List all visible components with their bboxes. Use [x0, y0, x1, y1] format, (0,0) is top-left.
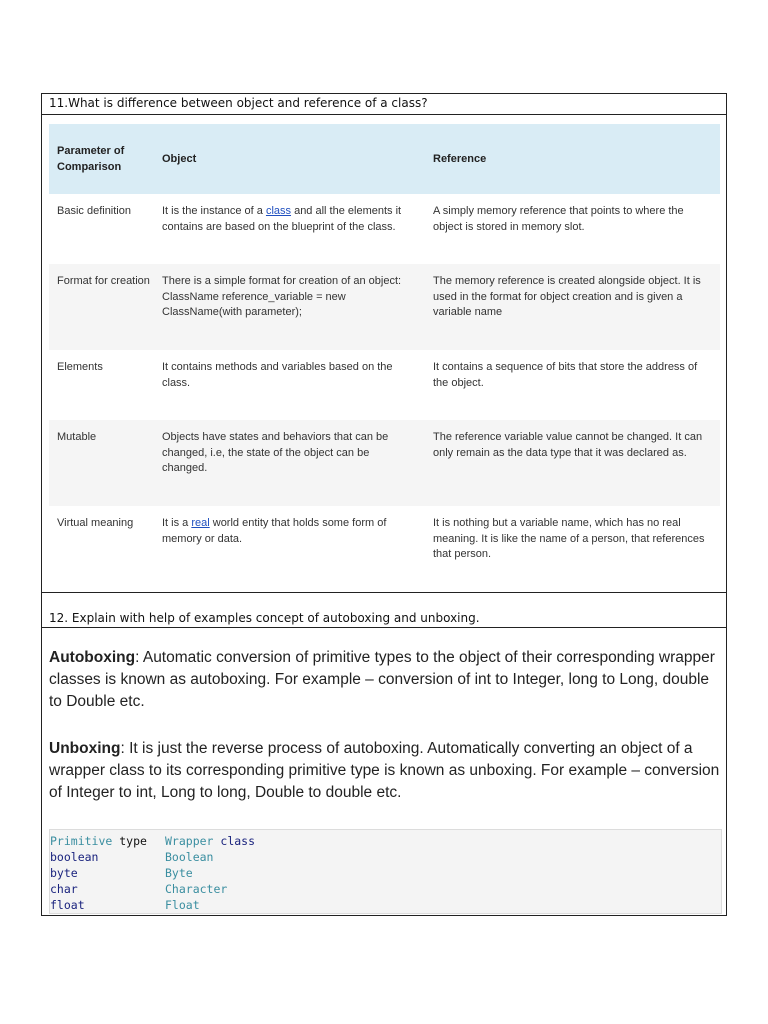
row-reference: The memory reference is created alongside object. It is used in the format for object creation and is given a variable name — [433, 275, 701, 318]
row-parameter: Basic definition — [57, 205, 131, 217]
unboxing-paragraph — [49, 738, 721, 804]
row-reference: A simply memory reference that points to where the object is stored in memory slot. — [433, 205, 684, 233]
row-object: It contains methods and variables based on the class. — [162, 361, 393, 389]
row-reference: The reference variable value cannot be changed. It can only remain as the data type that it was declared as. — [433, 431, 703, 459]
code-token: Wrapper — [165, 834, 214, 848]
row-object: Objects have states and behaviors that can be changed, i.e, the state of the object can be changed. — [162, 431, 389, 474]
autoboxing-paragraph — [49, 647, 721, 713]
question-12-title: 12. Explain with help of examples concept of autoboxing and unboxing. — [49, 611, 480, 625]
code-wrapper: Boolean — [165, 850, 214, 864]
row-reference: It is nothing but a variable name, which has no real meaning. It is like the name of a person, that references that person. — [433, 517, 705, 560]
code-line — [50, 881, 721, 897]
row-parameter: Virtual meaning — [57, 517, 134, 529]
code-line — [50, 897, 721, 913]
row-parameter: Mutable — [57, 431, 97, 443]
code-primitive: boolean — [50, 850, 99, 864]
table-row — [49, 264, 720, 350]
header-parameter: Parameter of Comparison — [57, 145, 125, 173]
table-row — [49, 350, 720, 420]
table-row — [49, 506, 720, 576]
row-parameter: Format for creation — [57, 275, 150, 287]
text-fragment: It is the instance of a — [162, 205, 266, 217]
code-primitive: char — [50, 882, 78, 896]
divider — [42, 592, 726, 593]
document-frame — [41, 93, 727, 916]
table-row — [49, 194, 720, 264]
unboxing-term: Unboxing — [49, 740, 121, 757]
divider — [42, 627, 726, 628]
header-object: Object — [162, 153, 197, 165]
code-wrapper: Character — [165, 882, 228, 896]
row-object — [154, 194, 425, 235]
text-fragment: world entity that holds some form of memory or data. — [162, 517, 387, 545]
table-header — [49, 124, 720, 194]
row-object — [154, 506, 425, 547]
text-fragment: It is a — [162, 517, 192, 529]
header-reference: Reference — [433, 153, 487, 165]
comparison-table — [49, 124, 720, 576]
row-parameter: Elements — [57, 361, 103, 373]
autoboxing-text: : Automatic conversion of primitive types to the object of their corresponding wrapper classes is known as autoboxing. For example – conversion of int to Integer, long to Long, double to Double etc. — [49, 649, 715, 710]
code-wrapper: Float — [165, 898, 200, 912]
divider — [42, 114, 726, 115]
code-token: type — [112, 834, 147, 848]
code-block — [49, 829, 722, 914]
code-line — [50, 849, 721, 865]
code-line — [50, 865, 721, 881]
text-fragment: and all the elements it contains are based on the blueprint of the class. — [162, 205, 402, 233]
code-wrapper: Byte — [165, 866, 193, 880]
code-primitive: float — [50, 898, 85, 912]
real-link[interactable]: real — [191, 517, 210, 529]
autoboxing-term: Autoboxing — [49, 649, 136, 666]
code-header-line — [50, 833, 721, 849]
row-reference: It contains a sequence of bits that store the address of the object. — [433, 361, 698, 389]
code-token: Primitive — [50, 834, 113, 848]
question-11-title: 11.What is difference between object and reference of a class? — [49, 96, 428, 110]
unboxing-text: : It is just the reverse process of autoboxing. Automatically converting an object of a wrapper class to its corresponding primitive type is known as unboxing. For example – conversion of Integer to int, Long to long, Double to double etc. — [49, 740, 720, 801]
table-row — [49, 420, 720, 506]
class-link[interactable]: class — [265, 205, 292, 217]
code-primitive: byte — [50, 866, 78, 880]
code-token: class — [213, 834, 256, 848]
row-object: There is a simple format for creation of an object: ClassName reference_variable = new ClassName(with parameter); — [162, 275, 402, 318]
